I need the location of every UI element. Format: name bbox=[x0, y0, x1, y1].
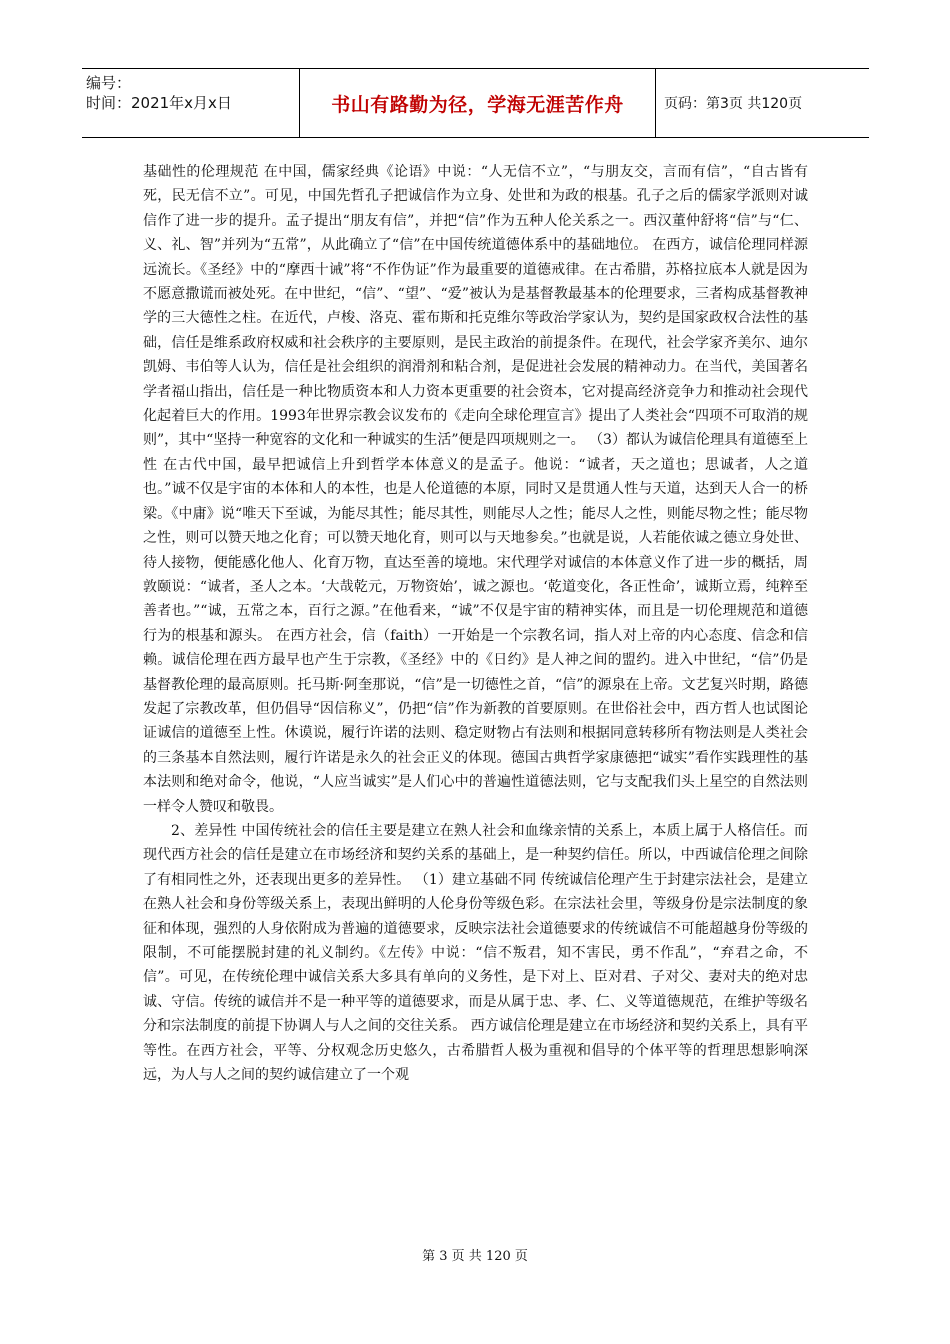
header-page-info: 页码：第3页 共120页 bbox=[664, 96, 803, 112]
body-paragraph-1: 基础性的伦理规范 在中国，儒家经典《论语》中说：“人无信不立”，“与朋友交，言而有信”，“自古皆有死，民无信不立”。可见，中国先哲孔子把诚信作为立身、处世和为政的根基。孔子之后的儒家学派则对诚信作了进一步的提升。孟子提出“朋友有信”，并把“信”作为五种人伦关系之一。西汉董仲舒将“信”与“仁、义、礼、智”并列为“五常”，从此确立了“信”在中国传统道德体系中的基础地位。 在西方，诚信伦理同样源远流长。《圣经》中的“摩西十诫”将“不作伪证”作为最重要的道德戒律。在古希腊，苏格拉底本人就是因为不愿意撒谎而被处死。在中世纪，“信”、“望”、“爱”被认为是基督教最基本的伦理要求，三者构成基督教神学的三大德性之柱。在近代，卢梭、洛克、霍布斯和托克维尔等政治学家认为，契约是国家政权合法性的基础，信任是维系政府权威和社会秩序的主要原则，是民主政治的前提条件。在现代，社会学家齐美尔、迪尔凯姆、韦伯等人认为，信任是社会组织的润滑剂和粘合剂，是促进社会发展的精神动力。在当代，美国著名学者福山指出，信任是一种比物质资本和人力资本更重要的社会资本，它对提高经济竞争力和推动社会现代化起着巨大的作用。1993年世界宗教会议发布的《走向全球伦理宣言》提出了人类社会“四项不可取消的规则”，其中“坚持一种宽容的文化和一种诚实的生活”便是四项规则之一。 （3）都认为诚信伦理具有道德至上性 在古代中国，最早把诚信上升到哲学本体意义的是孟子。他说：“诚者，天之道也；思诚者，人之道也。”诚不仅是宇宙的本体和人的本性，也是人伦道德的本原，同时又是贯通人性与天道，达到天人合一的桥梁。《中庸》说“唯天下至诚，为能尽其性；能尽其性，则能尽人之性；能尽人之性，则能尽物之性；能尽物之性，则可以赞天地之化育；可以赞天地化育，则可以与天地参矣。”也就是说，人若能依诚之德立身处世、待人接物，便能感化他人、化育万物，直达至善的境地。宋代理学对诚信的本体意义作了进一步的概括，周敦颐说：“诚者，圣人之本。‘大哉乾元，万物资始’，诚之源也。‘乾道变化，各正性命’，诚斯立焉，纯粹至善者也。”“诚，五常之本，百行之源。”在他看来，“诚”不仅是宇宙的精神实体，而且是一切伦理规范和道德行为的根基和源头。 在西方社会，信（faith）一开始是一个宗教名词，指人对上帝的内心态度、信念和信赖。诚信伦理在西方最早也产生于宗教，《圣经》中的《日约》是人神之间的盟约。进入中世纪，“信”仍是基督教伦理的最高原则。托马斯·阿奎那说，“信”是一切德性之首，“信”的源泉在上帝。文艺复兴时期，路德发起了宗教改革，但仍倡导“因信称义”，仍把“信”作为新教的首要原则。在世俗社会中，西方哲人也试图论证诚信的道德至上性。休谟说，履行许诺的法则、稳定财物占有法则和根据同意转移所有物法则是人类社会的三条基本自然法则，履行许诺是永久的社会正义的体现。德国古典哲学家康德把“诚实”看作实践理性的基本法则和绝对命令，他说，“人应当诚实”是人们心中的普遍性道德法则，它与支配我们头上星空的自然法则一样令人赞叹和敬畏。 bbox=[143, 164, 808, 815]
document-date-label: 时间：2021年x月x日 bbox=[86, 94, 232, 112]
document-body bbox=[143, 160, 808, 1087]
page-footer: 第 3 页 共 120 页 bbox=[422, 1249, 528, 1264]
header-motto: 书山有路勤为径，学海无涯苦作舟 bbox=[300, 69, 656, 137]
header-meta bbox=[82, 69, 300, 137]
body-paragraph-2: 2、差异性 中国传统社会的信任主要是建立在熟人社会和血缘亲情的关系上，本质上属于人格信任。而现代西方社会的信任是建立在市场经济和契约关系的基础上，是一种契约信任。所以，中西诚信伦理之间除了有相同性之外，还表现出更多的差异性。 （1）建立基础不同 传统诚信伦理产生于封建宗法社会，是建立在熟人社会和身份等级关系上，表现出鲜明的人伦身份等级色彩。在宗法社会里，等级身份是宗法制度的象征和体现，强烈的人身依附成为普遍的道德要求，反映宗法社会道德要求的传统诚信不可能超越身份等级的限制，不可能摆脱封建的礼义制约。《左传》中说：“信不叛君，知不害民，勇不作乱”，“弃君之命，不信”。可见，在传统伦理中诚信关系大多具有单向的义务性，是下对上、臣对君、子对父、妻对夫的绝对忠诚、守信。传统的诚信并不是一种平等的道德要求，而是从属于忠、孝、仁、义等道德规范，在维护等级名分和宗法制度的前提下协调人与人之间的交往关系。 西方诚信伦理是建立在市场经济和契约关系上，具有平等性。在西方社会，平等、分权观念历史悠久，古希腊哲人极为重视和倡导的个体平等的哲理思想影响深远，为人与人之间的契约诚信建立了一个观 bbox=[143, 822, 808, 1084]
page-header bbox=[82, 68, 869, 138]
document-number-label: 编号： bbox=[86, 74, 132, 92]
